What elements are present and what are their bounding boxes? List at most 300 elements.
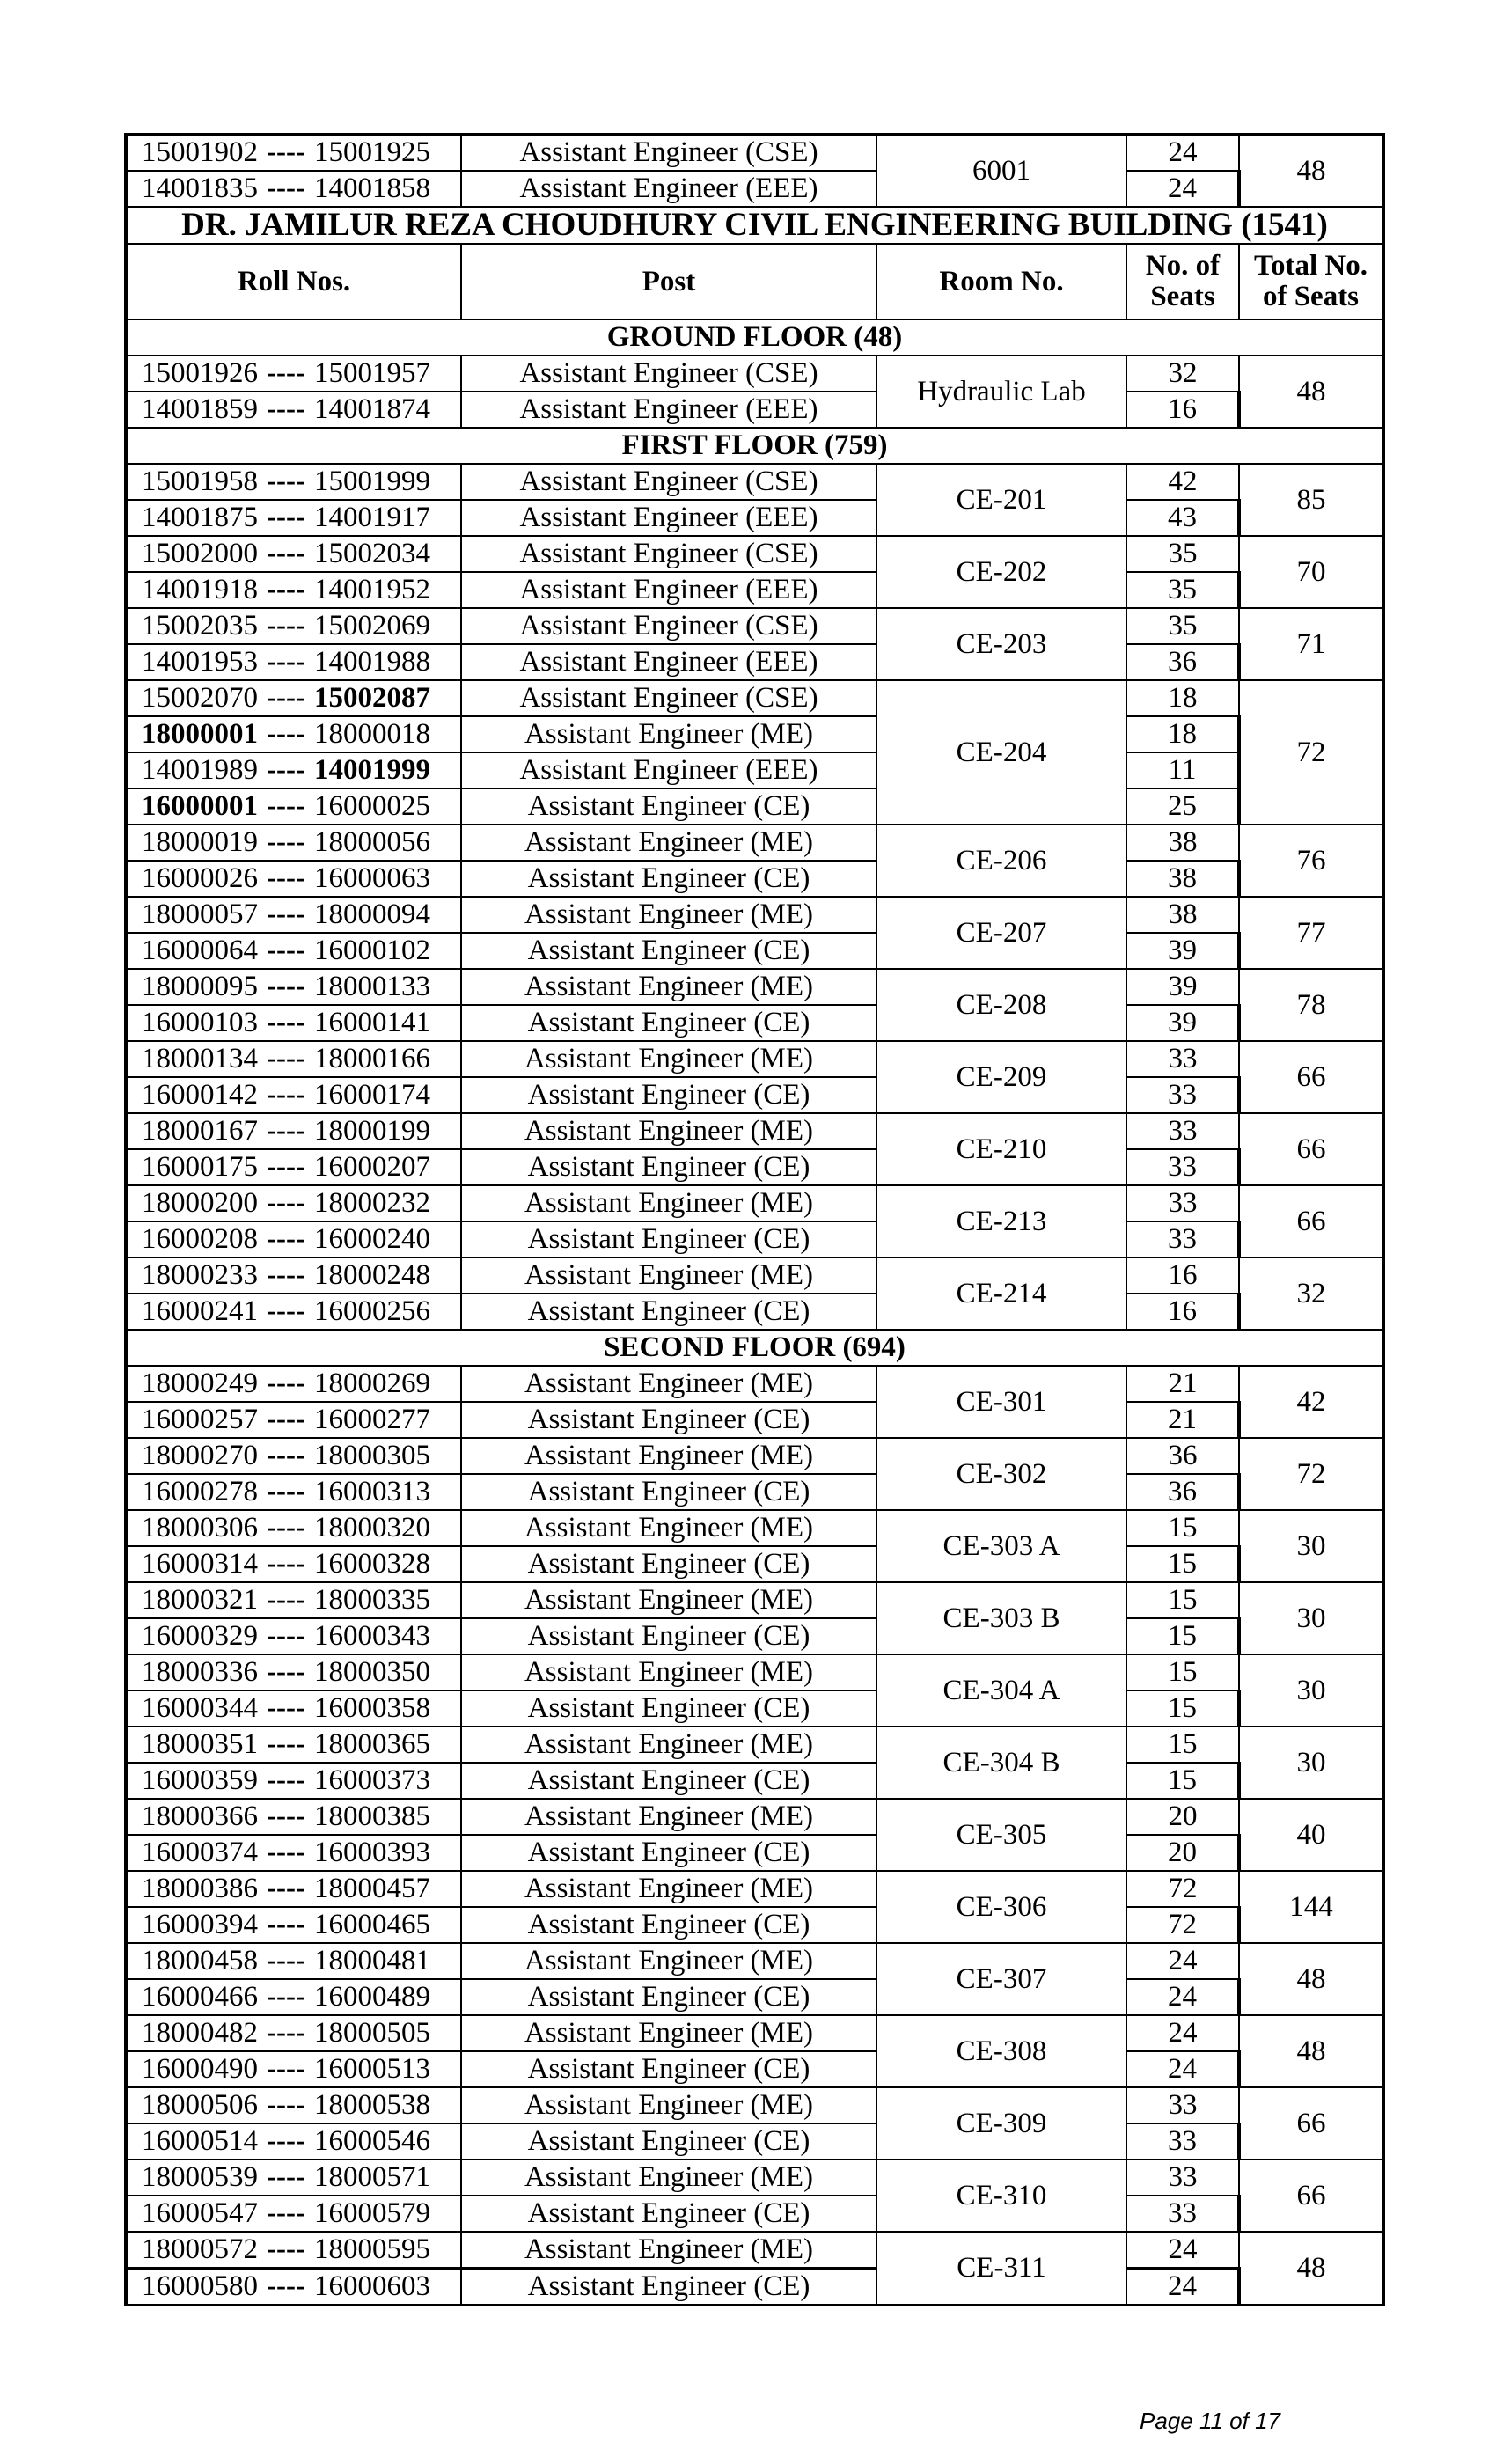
- roll-range-dash: ----: [267, 2233, 305, 2266]
- seat-count-cell: 35: [1126, 536, 1239, 572]
- seat-count-cell: 25: [1126, 788, 1239, 825]
- roll-from: 15002000: [142, 538, 258, 570]
- seat-count-cell: 20: [1126, 1835, 1239, 1871]
- building-title-row: [126, 207, 1383, 244]
- roll-from: 18000351: [142, 1728, 258, 1761]
- seat-count-cell: 39: [1126, 1005, 1239, 1041]
- roll-range-cell: [126, 500, 461, 536]
- roll-range-cell: [126, 135, 461, 172]
- roll-from: 16000142: [142, 1079, 258, 1111]
- roll-to: 16000025: [313, 790, 430, 823]
- seat-count-cell: 72: [1126, 1871, 1239, 1907]
- column-header-post: Post: [461, 244, 876, 319]
- post-cell: Assistant Engineer (CSE): [461, 135, 876, 172]
- seat-count-cell: 15: [1126, 1618, 1239, 1654]
- total-seats-cell: 85: [1239, 464, 1383, 536]
- seat-row: [126, 464, 1383, 500]
- roll-to: 18000481: [313, 1945, 430, 1977]
- post-cell: Assistant Engineer (CE): [461, 2051, 876, 2087]
- roll-from: 18000134: [142, 1043, 258, 1075]
- room-cell: CE-307: [876, 1943, 1126, 2015]
- room-cell: CE-306: [876, 1871, 1126, 1943]
- roll-to: 16000513: [313, 2053, 430, 2086]
- floor-heading-row: [126, 1330, 1383, 1366]
- roll-from: 18000095: [142, 971, 258, 1003]
- roll-to: 16000546: [313, 2125, 430, 2158]
- roll-from: 15002070: [142, 682, 258, 715]
- roll-from: 16000208: [142, 1223, 258, 1256]
- roll-range-dash: ----: [267, 1404, 305, 1436]
- roll-to: 16000256: [313, 1295, 430, 1328]
- roll-range-dash: ----: [267, 1151, 305, 1184]
- seat-row: [126, 1294, 1383, 1330]
- roll-range-cell: [126, 2269, 461, 2306]
- roll-range-dash: ----: [267, 1945, 305, 1977]
- roll-to: 16000393: [313, 1837, 430, 1869]
- post-cell: Assistant Engineer (CSE): [461, 464, 876, 500]
- total-seats-cell: 48: [1239, 356, 1383, 428]
- roll-to: 18000571: [313, 2161, 430, 2194]
- seat-row: [126, 716, 1383, 752]
- room-cell: CE-209: [876, 1041, 1126, 1113]
- roll-from: 18000321: [142, 1584, 258, 1617]
- roll-to: 14001874: [313, 393, 430, 426]
- seat-count-cell: 33: [1126, 1149, 1239, 1185]
- roll-from: 18000019: [142, 826, 258, 859]
- roll-from: 18000270: [142, 1440, 258, 1472]
- post-cell: Assistant Engineer (ME): [461, 2232, 876, 2269]
- post-cell: Assistant Engineer (ME): [461, 1654, 876, 1690]
- post-cell: Assistant Engineer (CE): [461, 1221, 876, 1258]
- roll-from: 18000458: [142, 1945, 258, 1977]
- roll-to: 18000199: [313, 1115, 430, 1148]
- roll-from: 18000572: [142, 2233, 258, 2266]
- seat-row: [126, 969, 1383, 1005]
- roll-range-cell: [126, 1546, 461, 1582]
- roll-range-dash: ----: [267, 1909, 305, 1941]
- roll-to: 16000343: [313, 1620, 430, 1653]
- post-cell: Assistant Engineer (CE): [461, 2123, 876, 2160]
- roll-to: 18000248: [313, 1259, 430, 1292]
- seat-count-cell: 72: [1126, 1907, 1239, 1943]
- roll-to: 18000350: [313, 1656, 430, 1689]
- roll-range-cell: [126, 1943, 461, 1979]
- roll-range-cell: [126, 1871, 461, 1907]
- roll-range-cell: [126, 1149, 461, 1185]
- total-seats-cell: 30: [1239, 1727, 1383, 1799]
- roll-to: 16000313: [313, 1476, 430, 1508]
- roll-range-cell: [126, 1618, 461, 1654]
- room-cell: CE-208: [876, 969, 1126, 1041]
- roll-from: 16000359: [142, 1764, 258, 1797]
- roll-from: 16000547: [142, 2197, 258, 2230]
- seat-count-cell: 33: [1126, 2123, 1239, 2160]
- roll-range-cell: [126, 2087, 461, 2123]
- roll-range-dash: ----: [267, 790, 305, 823]
- post-cell: Assistant Engineer (ME): [461, 1727, 876, 1763]
- seat-row: [126, 536, 1383, 572]
- roll-range-dash: ----: [267, 2161, 305, 2194]
- page-number: Page 11 of 17: [1140, 2408, 1280, 2434]
- seat-row: [126, 2160, 1383, 2196]
- room-cell: CE-214: [876, 1258, 1126, 1330]
- total-seats-cell: 72: [1239, 680, 1383, 825]
- total-seats-cell: 66: [1239, 2160, 1383, 2232]
- roll-from: 14001953: [142, 646, 258, 678]
- roll-range-cell: [126, 1763, 461, 1799]
- roll-range-cell: [126, 1835, 461, 1871]
- roll-range-cell: [126, 825, 461, 861]
- roll-range-cell: [126, 861, 461, 897]
- roll-range-dash: ----: [267, 1368, 305, 1400]
- seat-row: [126, 933, 1383, 969]
- seat-row: [126, 1185, 1383, 1221]
- seat-row: [126, 644, 1383, 680]
- seat-row: [126, 1727, 1383, 1763]
- roll-range-cell: [126, 897, 461, 933]
- roll-range-dash: ----: [267, 2017, 305, 2050]
- seat-count-cell: 24: [1126, 2269, 1239, 2306]
- roll-to: 15002034: [313, 538, 430, 570]
- roll-range-dash: ----: [267, 1873, 305, 1905]
- roll-to: 16000358: [313, 1692, 430, 1725]
- roll-range-cell: [126, 1690, 461, 1727]
- roll-range-cell: [126, 1077, 461, 1113]
- roll-range-dash: ----: [267, 1512, 305, 1544]
- seat-count-cell: 39: [1126, 933, 1239, 969]
- roll-range-dash: ----: [267, 2089, 305, 2122]
- seat-count-cell: 24: [1126, 2232, 1239, 2269]
- roll-from: 18000001: [142, 718, 258, 751]
- post-cell: Assistant Engineer (CE): [461, 1690, 876, 1727]
- room-cell: CE-204: [876, 680, 1126, 825]
- seat-count-cell: 16: [1126, 392, 1239, 428]
- seat-row: [126, 356, 1383, 392]
- post-cell: Assistant Engineer (ME): [461, 2015, 876, 2051]
- roll-range-dash: ----: [267, 2053, 305, 2086]
- roll-to: 18000457: [313, 1873, 430, 1905]
- roll-to: 16000063: [313, 862, 430, 895]
- roll-range-dash: ----: [267, 1223, 305, 1256]
- post-cell: Assistant Engineer (ME): [461, 1113, 876, 1149]
- roll-range-cell: [126, 752, 461, 788]
- seat-row: [126, 825, 1383, 861]
- seat-count-cell: 15: [1126, 1654, 1239, 1690]
- floor-heading: GROUND FLOOR (48): [126, 319, 1383, 356]
- seat-row: [126, 1113, 1383, 1149]
- roll-from: 15001926: [142, 357, 258, 390]
- roll-range-cell: [126, 680, 461, 716]
- roll-range-cell: [126, 536, 461, 572]
- roll-range-dash: ----: [267, 1584, 305, 1617]
- seat-count-cell: 33: [1126, 2196, 1239, 2232]
- roll-to: 15002087: [313, 682, 430, 715]
- roll-from: 16000580: [142, 2270, 258, 2303]
- seat-count-cell: 18: [1126, 716, 1239, 752]
- roll-range-cell: [126, 1402, 461, 1438]
- roll-range-dash: ----: [267, 1043, 305, 1075]
- roll-range-dash: ----: [267, 393, 305, 426]
- roll-to: 16000465: [313, 1909, 430, 1941]
- roll-range-dash: ----: [267, 1620, 305, 1653]
- roll-range-dash: ----: [267, 1187, 305, 1220]
- column-header-seats: No. of Seats: [1126, 244, 1239, 319]
- roll-range-cell: [126, 2232, 461, 2269]
- seat-row: [126, 1763, 1383, 1799]
- post-cell: Assistant Engineer (CE): [461, 788, 876, 825]
- roll-to: 16000240: [313, 1223, 430, 1256]
- seat-row: [126, 1907, 1383, 1943]
- room-cell: CE-206: [876, 825, 1126, 897]
- roll-to: 18000335: [313, 1584, 430, 1617]
- roll-to: 18000232: [313, 1187, 430, 1220]
- seat-row: [126, 392, 1383, 428]
- roll-from: 18000167: [142, 1115, 258, 1148]
- seat-count-cell: 21: [1126, 1366, 1239, 1402]
- post-cell: Assistant Engineer (ME): [461, 1510, 876, 1546]
- post-cell: Assistant Engineer (CE): [461, 1835, 876, 1871]
- seat-row: [126, 2051, 1383, 2087]
- seat-count-cell: 33: [1126, 2087, 1239, 2123]
- room-cell: CE-309: [876, 2087, 1126, 2160]
- seat-count-cell: 15: [1126, 1546, 1239, 1582]
- seat-count-cell: 33: [1126, 1185, 1239, 1221]
- room-cell: 6001: [876, 135, 1126, 208]
- roll-from: 18000366: [142, 1800, 258, 1833]
- roll-to: 18000538: [313, 2089, 430, 2122]
- roll-range-dash: ----: [267, 1981, 305, 2013]
- roll-range-dash: ----: [267, 357, 305, 390]
- total-seats-cell: 66: [1239, 1041, 1383, 1113]
- room-cell: CE-311: [876, 2232, 1126, 2306]
- roll-range-cell: [126, 1727, 461, 1763]
- room-cell: CE-310: [876, 2160, 1126, 2232]
- seat-row: [126, 1943, 1383, 1979]
- seat-count-cell: 24: [1126, 1943, 1239, 1979]
- seat-count-cell: 36: [1126, 1474, 1239, 1510]
- room-cell: CE-303 B: [876, 1582, 1126, 1654]
- roll-to: 16000489: [313, 1981, 430, 2013]
- seat-row: [126, 1510, 1383, 1546]
- roll-range-cell: [126, 2196, 461, 2232]
- room-cell: CE-203: [876, 608, 1126, 680]
- roll-from: 15001902: [142, 136, 258, 169]
- roll-range-cell: [126, 2051, 461, 2087]
- roll-to: 16000207: [313, 1151, 430, 1184]
- roll-range-dash: ----: [267, 682, 305, 715]
- seat-row: [126, 2269, 1383, 2306]
- total-seats-cell: 48: [1239, 2015, 1383, 2087]
- roll-range-dash: ----: [267, 2125, 305, 2158]
- roll-to: 14001999: [313, 754, 430, 787]
- total-seats-cell: 48: [1239, 1943, 1383, 2015]
- roll-range-cell: [126, 644, 461, 680]
- room-cell: CE-201: [876, 464, 1126, 536]
- roll-range-dash: ----: [267, 610, 305, 642]
- seat-count-cell: 33: [1126, 1077, 1239, 1113]
- roll-from: 14001989: [142, 754, 258, 787]
- seat-row: [126, 572, 1383, 608]
- post-cell: Assistant Engineer (ME): [461, 897, 876, 933]
- seat-count-cell: 24: [1126, 2051, 1239, 2087]
- post-cell: Assistant Engineer (CE): [461, 1402, 876, 1438]
- column-header-roll: Roll Nos.: [126, 244, 461, 319]
- seat-count-cell: 36: [1126, 1438, 1239, 1474]
- roll-to: 18000018: [313, 718, 430, 751]
- post-cell: Assistant Engineer (CSE): [461, 536, 876, 572]
- post-cell: Assistant Engineer (ME): [461, 1799, 876, 1835]
- roll-to: 15001925: [313, 136, 430, 169]
- post-cell: Assistant Engineer (CE): [461, 1907, 876, 1943]
- roll-to: 14001988: [313, 646, 430, 678]
- post-cell: Assistant Engineer (CE): [461, 1546, 876, 1582]
- roll-range-dash: ----: [267, 538, 305, 570]
- total-seats-cell: 71: [1239, 608, 1383, 680]
- seat-row: [126, 2015, 1383, 2051]
- roll-range-cell: [126, 572, 461, 608]
- roll-from: 18000306: [142, 1512, 258, 1544]
- roll-range-cell: [126, 716, 461, 752]
- seat-row: [126, 1618, 1383, 1654]
- roll-range-dash: ----: [267, 646, 305, 678]
- seat-row: [126, 1041, 1383, 1077]
- post-cell: Assistant Engineer (ME): [461, 716, 876, 752]
- roll-range-cell: [126, 1654, 461, 1690]
- roll-from: 16000329: [142, 1620, 258, 1653]
- roll-from: 14001859: [142, 393, 258, 426]
- roll-from: 18000506: [142, 2089, 258, 2122]
- post-cell: Assistant Engineer (ME): [461, 1438, 876, 1474]
- seat-row: [126, 1077, 1383, 1113]
- room-cell: CE-301: [876, 1366, 1126, 1438]
- roll-range-cell: [126, 2015, 461, 2051]
- seat-row: [126, 1690, 1383, 1727]
- post-cell: Assistant Engineer (CE): [461, 1474, 876, 1510]
- roll-range-dash: ----: [267, 898, 305, 931]
- seat-count-cell: 33: [1126, 2160, 1239, 2196]
- seat-row: [126, 2232, 1383, 2269]
- post-cell: Assistant Engineer (EEE): [461, 500, 876, 536]
- roll-range-dash: ----: [267, 826, 305, 859]
- seat-row: [126, 1871, 1383, 1907]
- seat-count-cell: 15: [1126, 1690, 1239, 1727]
- roll-from: 16000241: [142, 1295, 258, 1328]
- roll-to: 15001999: [313, 466, 430, 498]
- seat-row: [126, 1799, 1383, 1835]
- roll-from: 18000539: [142, 2161, 258, 2194]
- seat-row: [126, 1366, 1383, 1402]
- roll-to: 16000373: [313, 1764, 430, 1797]
- roll-range-cell: [126, 2123, 461, 2160]
- roll-range-cell: [126, 392, 461, 428]
- roll-range-cell: [126, 1366, 461, 1402]
- total-seats-cell: 48: [1239, 135, 1383, 208]
- seat-plan-table: [124, 133, 1385, 2306]
- seat-count-cell: 11: [1126, 752, 1239, 788]
- roll-from: 16000394: [142, 1909, 258, 1941]
- roll-from: 16000278: [142, 1476, 258, 1508]
- total-seats-cell: 70: [1239, 536, 1383, 608]
- total-seats-cell: 32: [1239, 1258, 1383, 1330]
- roll-range-dash: ----: [267, 1728, 305, 1761]
- post-cell: Assistant Engineer (ME): [461, 1185, 876, 1221]
- roll-range-dash: ----: [267, 754, 305, 787]
- roll-range-cell: [126, 171, 461, 207]
- seat-plan-body: [126, 135, 1383, 2306]
- roll-to: 16000102: [313, 935, 430, 967]
- roll-from: 15002035: [142, 610, 258, 642]
- roll-range-dash: ----: [267, 1440, 305, 1472]
- seat-count-cell: 24: [1126, 1979, 1239, 2015]
- seat-count-cell: 33: [1126, 1041, 1239, 1077]
- roll-range-cell: [126, 1113, 461, 1149]
- seat-count-cell: 16: [1126, 1294, 1239, 1330]
- seat-count-cell: 32: [1126, 356, 1239, 392]
- roll-range-dash: ----: [267, 1656, 305, 1689]
- roll-range-dash: ----: [267, 718, 305, 751]
- seat-row: [126, 2087, 1383, 2123]
- roll-range-dash: ----: [267, 1079, 305, 1111]
- total-seats-cell: 77: [1239, 897, 1383, 969]
- roll-to: 18000505: [313, 2017, 430, 2050]
- floor-heading: FIRST FLOOR (759): [126, 428, 1383, 464]
- post-cell: Assistant Engineer (ME): [461, 1582, 876, 1618]
- seat-count-cell: 24: [1126, 2015, 1239, 2051]
- floor-heading-row: [126, 319, 1383, 356]
- seat-row: [126, 608, 1383, 644]
- post-cell: Assistant Engineer (ME): [461, 2160, 876, 2196]
- building-title: DR. JAMILUR REZA CHOUDHURY CIVIL ENGINEERING BUILDING (1541): [126, 207, 1383, 244]
- seat-row: [126, 2196, 1383, 2232]
- roll-range-cell: [126, 2160, 461, 2196]
- room-cell: CE-210: [876, 1113, 1126, 1185]
- roll-to: 16000174: [313, 1079, 430, 1111]
- roll-from: 18000386: [142, 1873, 258, 1905]
- roll-from: 16000175: [142, 1151, 258, 1184]
- roll-from: 16000257: [142, 1404, 258, 1436]
- roll-from: 18000233: [142, 1259, 258, 1292]
- total-seats-cell: 48: [1239, 2232, 1383, 2306]
- post-cell: Assistant Engineer (EEE): [461, 644, 876, 680]
- roll-range-dash: ----: [267, 1692, 305, 1725]
- room-cell: CE-308: [876, 2015, 1126, 2087]
- roll-to: 16000141: [313, 1007, 430, 1039]
- roll-from: 16000344: [142, 1692, 258, 1725]
- roll-from: 16000514: [142, 2125, 258, 2158]
- roll-from: 18000200: [142, 1187, 258, 1220]
- roll-to: 14001952: [313, 574, 430, 606]
- post-cell: Assistant Engineer (CE): [461, 1979, 876, 2015]
- seat-count-cell: 35: [1126, 572, 1239, 608]
- roll-from: 16000466: [142, 1981, 258, 2013]
- column-header-room: Room No.: [876, 244, 1126, 319]
- total-seats-cell: 66: [1239, 1113, 1383, 1185]
- roll-range-dash: ----: [267, 1295, 305, 1328]
- roll-range-dash: ----: [267, 1259, 305, 1292]
- roll-range-dash: ----: [267, 2270, 305, 2303]
- seat-count-cell: 43: [1126, 500, 1239, 536]
- roll-range-dash: ----: [267, 502, 305, 534]
- roll-range-dash: ----: [267, 862, 305, 895]
- post-cell: Assistant Engineer (CE): [461, 1149, 876, 1185]
- post-cell: Assistant Engineer (ME): [461, 1943, 876, 1979]
- roll-range-cell: [126, 1185, 461, 1221]
- seat-row: [126, 680, 1383, 716]
- post-cell: Assistant Engineer (ME): [461, 969, 876, 1005]
- seat-row: [126, 1402, 1383, 1438]
- room-cell: CE-302: [876, 1438, 1126, 1510]
- post-cell: Assistant Engineer (CE): [461, 1077, 876, 1113]
